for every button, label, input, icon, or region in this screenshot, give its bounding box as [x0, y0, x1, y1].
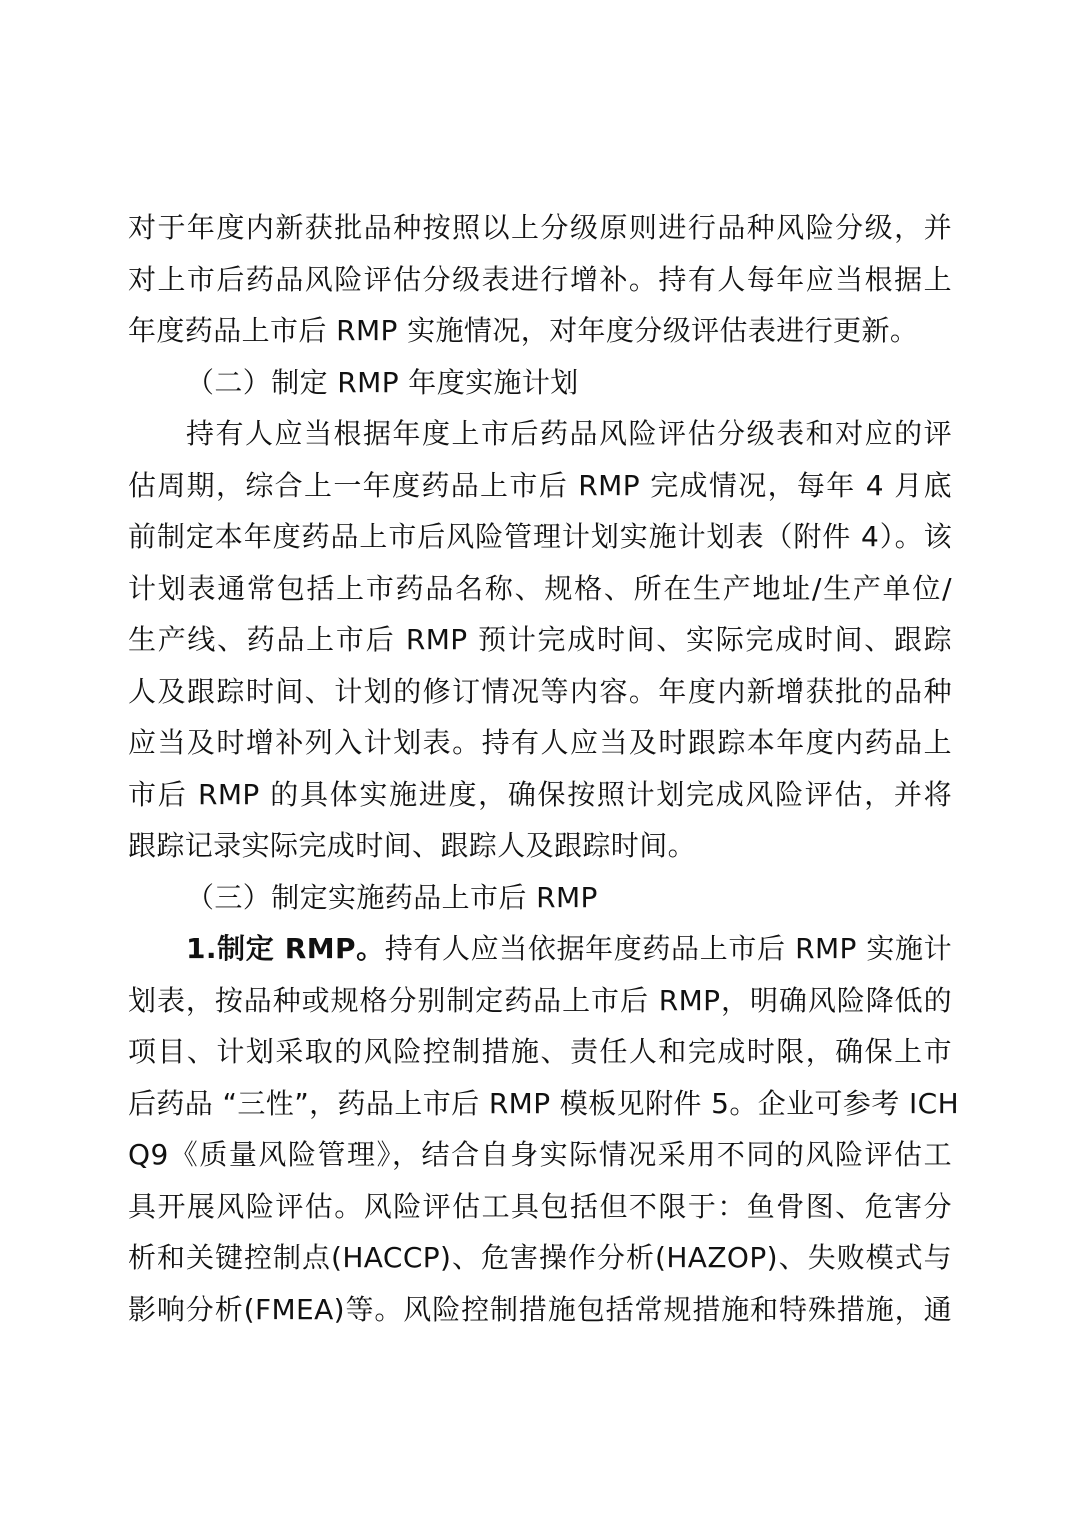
section-heading-annual-plan: （二）制定 RMP 年度实施计划 [186, 365, 579, 399]
paragraph-line: 后药品 “三性”，药品上市后 RMP 模板见附件 5。企业可参考 ICH [128, 1086, 960, 1120]
paragraph-line: 项目、计划采取的风险控制措施、责任人和完成时限，确保上市 [128, 1035, 952, 1068]
paragraph-line: 具开展风险评估。风险评估工具包括但不限于：鱼骨图、危害分 [128, 1189, 952, 1223]
bold-lead-text: 1.制定 RMP。 [186, 932, 385, 965]
paragraph-text: 持有人应当依据年度药品上市后 RMP 实施计 [384, 932, 952, 965]
paragraph-line: 人及跟踪时间、计划的修订情况等内容。年度内新增获批的品种 [128, 674, 952, 708]
paragraph-line: 划表，按品种或规格分别制定药品上市后 RMP，明确风险降低的 [128, 983, 952, 1017]
paragraph-line: 影响分析(FMEA)等。风险控制措施包括常规措施和特殊措施，通 [128, 1292, 952, 1326]
section-heading-implement-rmp: （三）制定实施药品上市后 RMP [186, 880, 598, 914]
paragraph-line: 析和关键控制点(HACCP)、危害操作分析(HAZOP)、失败模式与 [128, 1241, 952, 1274]
paragraph-line [128, 923, 952, 975]
paragraph-line: Q9《质量风险管理》，结合自身实际情况采用不同的风险评估工 [128, 1138, 952, 1171]
paragraph-line: 应当及时增补列入计划表。持有人应当及时跟踪本年度内药品上 [128, 726, 952, 759]
document-body [128, 202, 960, 1335]
paragraph-line: 计划表通常包括上市药品名称、规格、所在生产地址/生产单位/ [128, 571, 952, 605]
paragraph-line: 跟踪记录实际完成时间、跟踪人及跟踪时间。 [128, 829, 697, 862]
paragraph-line: 估周期，综合上一年度药品上市后 RMP 完成情况，每年 4 月底 [128, 468, 952, 502]
paragraph-line: 市后 RMP 的具体实施进度，确保按照计划完成风险评估，并将 [128, 777, 952, 811]
paragraph-line: 生产线、药品上市后 RMP 预计完成时间、实际完成时间、跟踪 [128, 623, 952, 656]
paragraph-line: 年度药品上市后 RMP 实施情况，对年度分级评估表进行更新。 [128, 314, 919, 347]
paragraph-line: 持有人应当根据年度上市后药品风险评估分级表和对应的评 [186, 417, 952, 450]
paragraph-line: 对于年度内新获批品种按照以上分级原则进行品种风险分级，并 [128, 211, 952, 244]
paragraph-line: 前制定本年度药品上市后风险管理计划实施计划表（附件 4）。该 [128, 520, 952, 553]
paragraph-line: 对上市后药品风险评估分级表进行增补。持有人每年应当根据上 [128, 262, 952, 296]
